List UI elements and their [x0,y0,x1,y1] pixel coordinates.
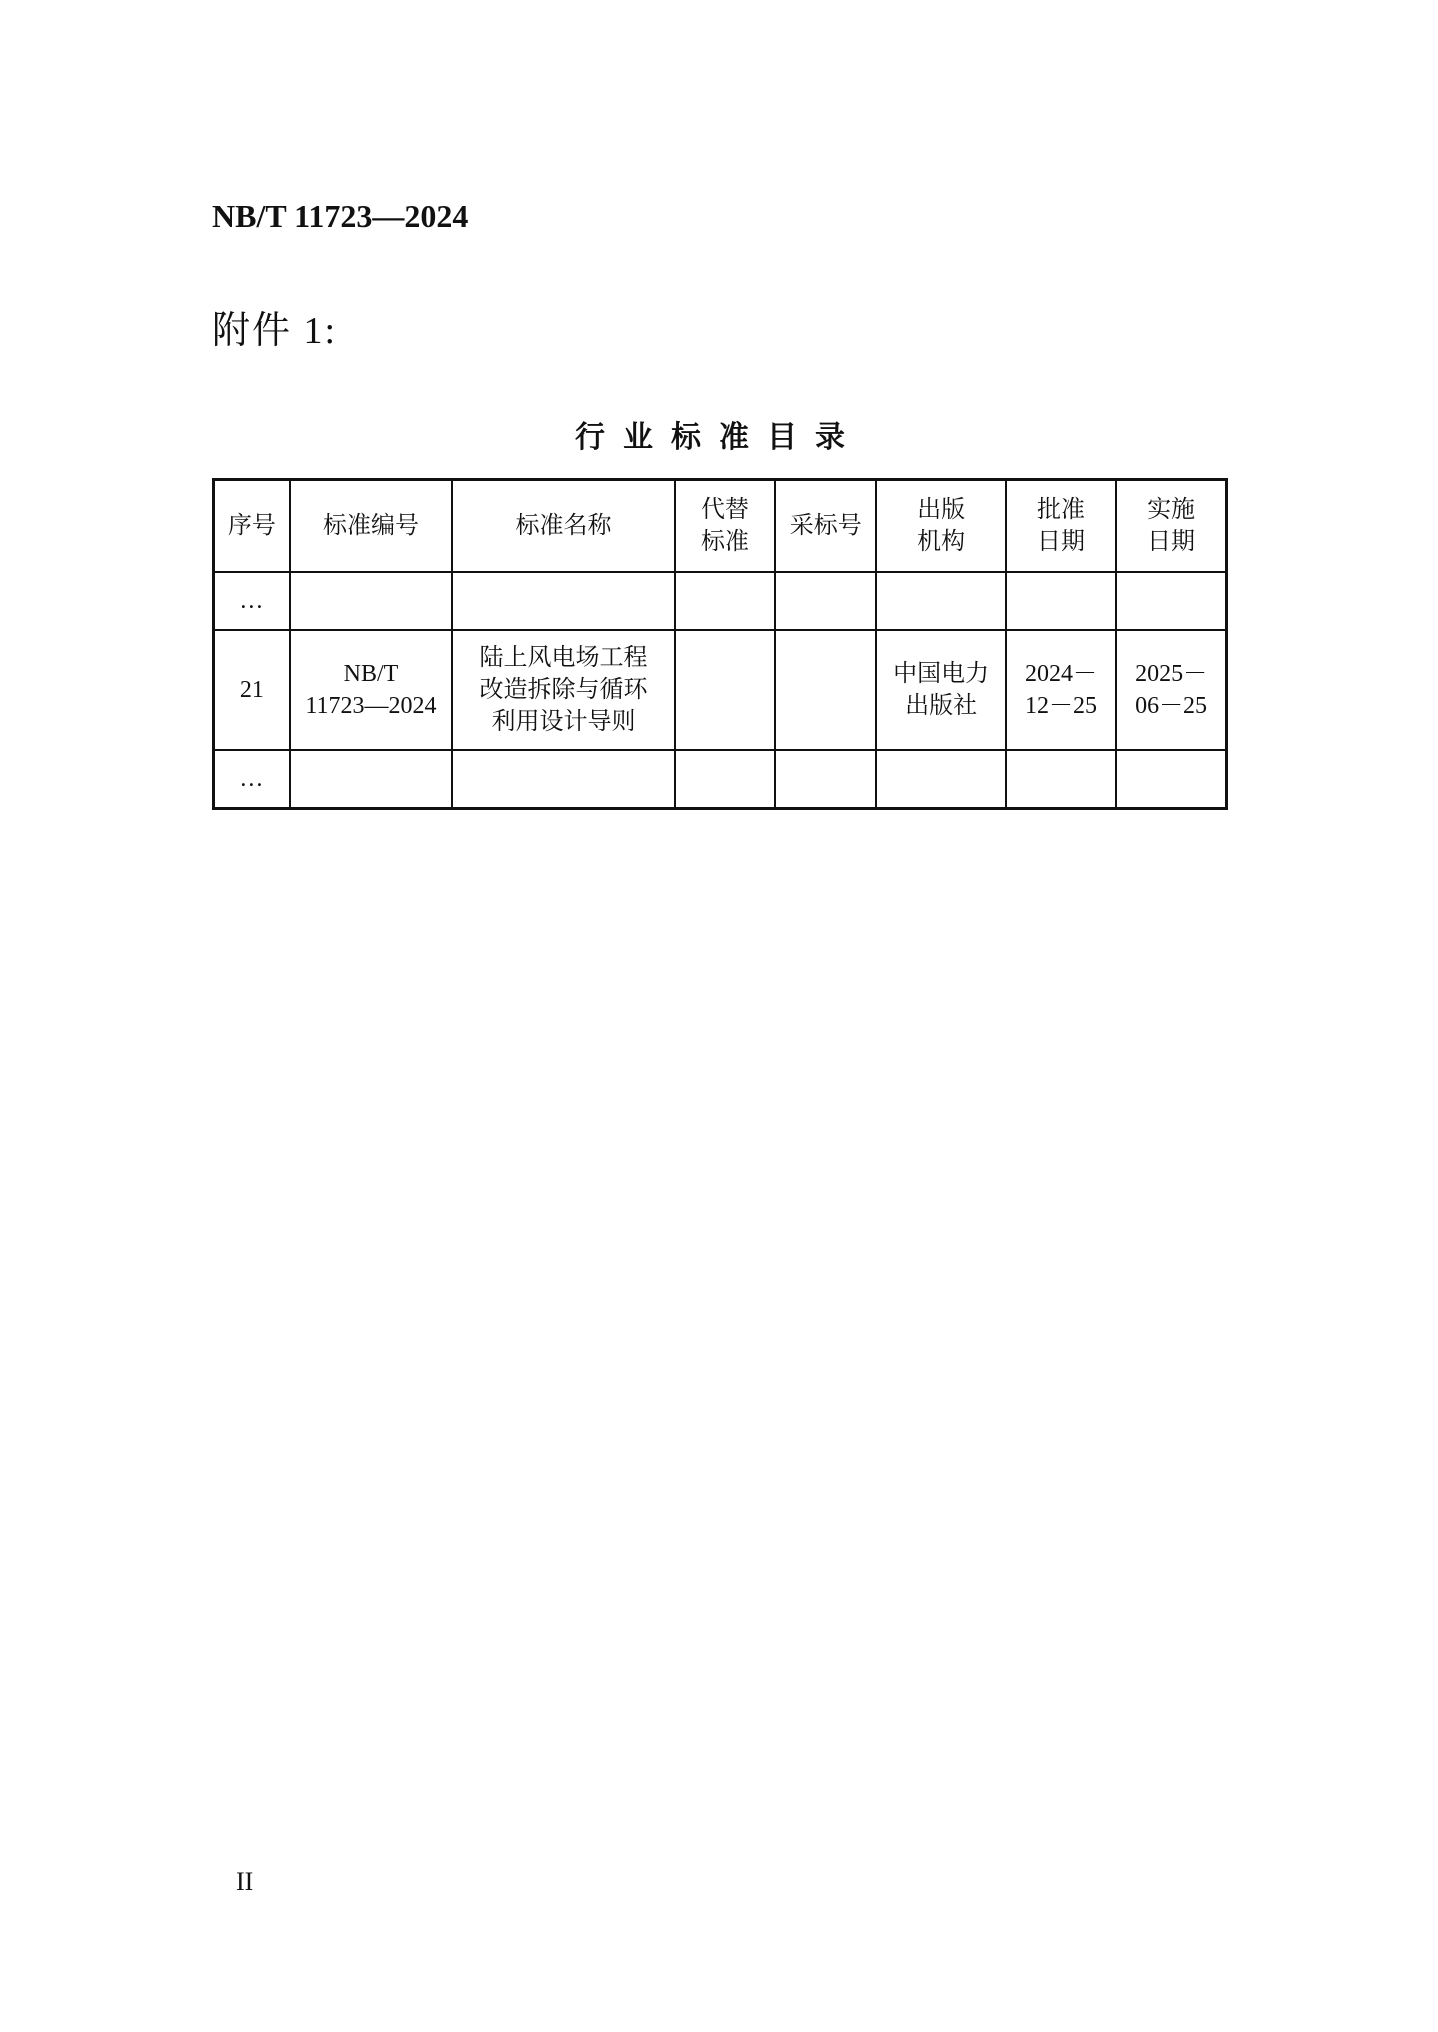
cell-adopted-no [775,572,876,630]
cell-effective-date: 2025－ 06－25 [1116,630,1226,750]
cell-approve-date [1006,750,1116,809]
cell-seq: … [214,572,290,630]
cell-std-no [290,750,452,809]
table-row [214,572,1227,630]
cell-std-name [452,572,675,630]
column-header-approve-date: 批准 日期 [1006,480,1116,573]
column-header-std-no: 标准编号 [290,480,452,573]
cell-adopted-no [775,630,876,750]
cell-effective-date [1116,572,1226,630]
column-header-seq: 序号 [214,480,290,573]
cell-replaces [675,750,775,809]
cell-std-no [290,572,452,630]
column-header-std-name: 标准名称 [452,480,675,573]
table-row [214,750,1227,809]
cell-approve-date [1006,572,1116,630]
attachment-label: 附件 1: [212,310,338,352]
table-title: 行业标准目录 [575,420,863,455]
column-header-adopted-no: 采标号 [775,480,876,573]
cell-replaces [675,572,775,630]
column-header-publisher: 出版 机构 [876,480,1005,573]
cell-seq: 21 [214,630,290,750]
cell-replaces [675,630,775,750]
cell-publisher [876,750,1005,809]
cell-std-no: NB/T 11723—2024 [290,630,452,750]
cell-publisher: 中国电力 出版社 [876,630,1005,750]
cell-approve-date: 2024－ 12－25 [1006,630,1116,750]
cell-seq: … [214,750,290,809]
document-code: NB/T 11723—2024 [212,198,469,234]
table-row [214,630,1227,750]
standards-catalog-table [212,478,1228,810]
cell-effective-date [1116,750,1226,809]
page-number: II [236,1867,254,1896]
table-header-row [214,480,1227,573]
cell-adopted-no [775,750,876,809]
column-header-replaces: 代替 标准 [675,480,775,573]
cell-publisher [876,572,1005,630]
cell-std-name: 陆上风电场工程 改造拆除与循环 利用设计导则 [452,630,675,750]
cell-std-name [452,750,675,809]
column-header-effective-date: 实施 日期 [1116,480,1226,573]
